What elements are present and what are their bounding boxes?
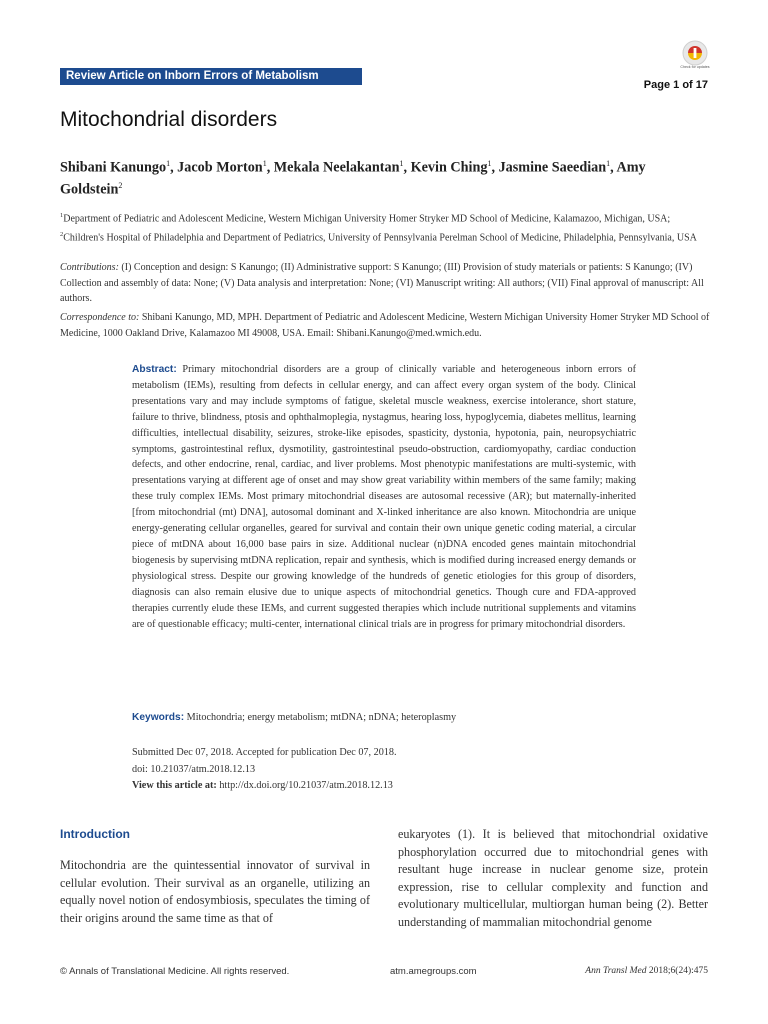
citation-details: 2018;6(24):475 <box>646 966 708 976</box>
correspondence <box>60 310 710 341</box>
author-affiliation-marker: 1 <box>399 159 404 168</box>
author-list: Shibani Kanungo$^1$, Jacob Morton$^1$, Mekala Neelakantan$^1$, Kevin Ching$^1$, Jasmine Saeedian$^1$, Amy Goldstein$^2$ <box>60 159 646 198</box>
author-affiliation-marker: 2 <box>118 180 123 190</box>
contributions-text: (I) Conception and design: S Kanungo; (II) Administrative support: S Kanungo; (III) Provision of study materials or patients: S Kanungo; (IV) Collection and assembly of data: None; (V) Data analysis and interpretation: None; (VI) Manuscript writing: All authors; (VII) Final approval of manuscript: All authors. <box>60 262 704 304</box>
author-name: Mekala Neelakantan <box>273 159 400 176</box>
doi: doi: 10.21037/atm.2018.12.13 <box>132 763 256 775</box>
body-text-left-column: Mitochondria are the quintessential innovator of survival in cellular evolution. Their survival as an organelle, utilizing an equally novel notion of endosymbiosis, speculates the timing of their origins around the same time as that of <box>60 858 370 925</box>
keywords-text: Mitochondria; energy metabolism; mtDNA; nDNA; heteroplasmy <box>184 712 457 723</box>
author-affiliation-marker: 1 <box>166 159 171 168</box>
author-affiliation-marker: 1 <box>487 159 492 168</box>
view-article-link[interactable]: http://dx.doi.org/10.21037/atm.2018.12.13 <box>216 780 393 791</box>
crossmark-label: Check for updates <box>680 65 710 69</box>
keywords <box>132 712 636 723</box>
author-name: Jasmine Saeedian <box>498 159 607 176</box>
footer-citation <box>585 966 708 976</box>
keywords-label: Keywords: <box>132 712 185 723</box>
contributions-label: Contributions: <box>60 262 119 273</box>
author-name: Amy Goldstein <box>60 159 646 198</box>
abstract-text: Primary mitochondrial disorders are a group of clinically variable and heterogeneous inborn errors of metabolism (IEMs), resulting from defects in cellular energy, and can affect every organ system of the body. Clinical presentations vary and may include symptoms of fatigue, skeletal muscle weakness, exercise intolerance, short stature, failure to thrive, blindness, ptosis and ophthalmoplegia, nystagmus, hearing loss, hypoglycemia, diabetes mellitus, learning difficulties, intellectual disability, seizures, stroke-like episodes, spasticity, dystonia, hypotonia, pain, neuropsychiatric symptoms, gastrointestinal reflux, dysmotility, gastrointestinal pseudo-obstruction, cardiomyopathy, cardiac conduction defects, and other endocrine, renal, cardiac, and liver problems. Most phenotypic manifestations are multi-systemic, with presentations varying at different age of onset and may show great variability within members of the same family; making these truly complex IEMs. Most primary mitochondrial diseases are autosomal recessive (AR); but maternally-inherited [from mitochondrial (mt) DNA], autosomal dominant and X-linked inheritance are also known. Mitochondria are unique energy-generating cellular organelles, geared for survival and contain their own unique genetic coding material, a circular piece of mtDNA about 16,000 base pairs in size. Additional nuclear (n)DNA encoded genes maintain mitochondrial biogenesis by supervising mtDNA replication, repair and synthesis, which is modified during increased energy demands or physiological stress. Despite our growing knowledge of the hundreds of genetic etiologies for this group of disorders, diagnosis can also remain elusive due to unique aspects of mitochondrial genetics. Though cure and FDA-approved therapies currently elude these IEMs, and current suggested therapies which include nutritional supplements and vitamins are of questionable efficacy; multi-center, international clinical trials are in progress for primary mitochondrial disorders. <box>132 364 636 630</box>
author-name: Shibani Kanungo <box>60 159 167 176</box>
view-article-line <box>132 778 636 795</box>
submission-info <box>132 745 636 795</box>
affiliation-2: Children's Hospital of Philadelphia and Department of Pediatrics, University of Pennsylvania Perelman School of Medicine, Philadelphia, Pennsylvania, USA <box>63 232 697 244</box>
author-affiliation-marker: 1 <box>262 159 267 168</box>
body-text-right-column: eukaryotes (1). It is believed that mitochondrial oxidative phosphorylation occurred due to mitochondrial genes with resultant huge increase in nuclear genome size, protein expression, rise to cellular complexity and function and evolutionary multicellular, multiorgan human being (2). Better understanding of mammalian mitochondrial genome <box>398 827 708 929</box>
article-title: Mitochondrial disorders <box>60 108 278 131</box>
article-category-banner: Review Article on Inborn Errors of Metabolism <box>60 68 362 85</box>
journal-abbrev: Ann Transl Med <box>585 966 647 976</box>
abstract <box>132 362 636 632</box>
footer-website[interactable]: atm.amegroups.com <box>390 966 477 977</box>
author-name: Kevin Ching <box>410 159 488 176</box>
page-number: Page 1 of 17 <box>643 79 708 91</box>
submission-dates: Submitted Dec 07, 2018. Accepted for publication Dec 07, 2018. <box>132 747 397 758</box>
affiliation-marker: 1 <box>60 212 64 219</box>
affiliation-marker: 2 <box>60 230 64 238</box>
affiliations <box>60 208 710 246</box>
contributions <box>60 260 710 307</box>
affiliation-1: Department of Pediatric and Adolescent Medicine, Western Michigan University Homer Stryker MD School of Medicine, Kalamazoo, Michigan, USA; <box>63 213 671 225</box>
author-affiliation-marker: 1 <box>606 159 611 168</box>
section-heading-introduction: Introduction <box>60 827 130 841</box>
view-article-label: View this article at: <box>132 780 217 791</box>
correspondence-text: Shibani Kanungo, MD, MPH. Department of Pediatric and Adolescent Medicine, Western Michigan University Homer Stryker MD School of Medicine, 1000 Oakland Drive, Kalamazoo MI 49008, USA. Email: Shibani.Kanungo@med.wmich.edu. <box>60 312 710 339</box>
abstract-label: Abstract: <box>132 364 177 375</box>
author-name: Jacob Morton <box>177 159 263 176</box>
footer-copyright: © Annals of Translational Medicine. All rights reserved. <box>60 966 290 977</box>
correspondence-label: Correspondence to: <box>60 312 140 323</box>
crossmark-badge[interactable] <box>680 40 710 73</box>
